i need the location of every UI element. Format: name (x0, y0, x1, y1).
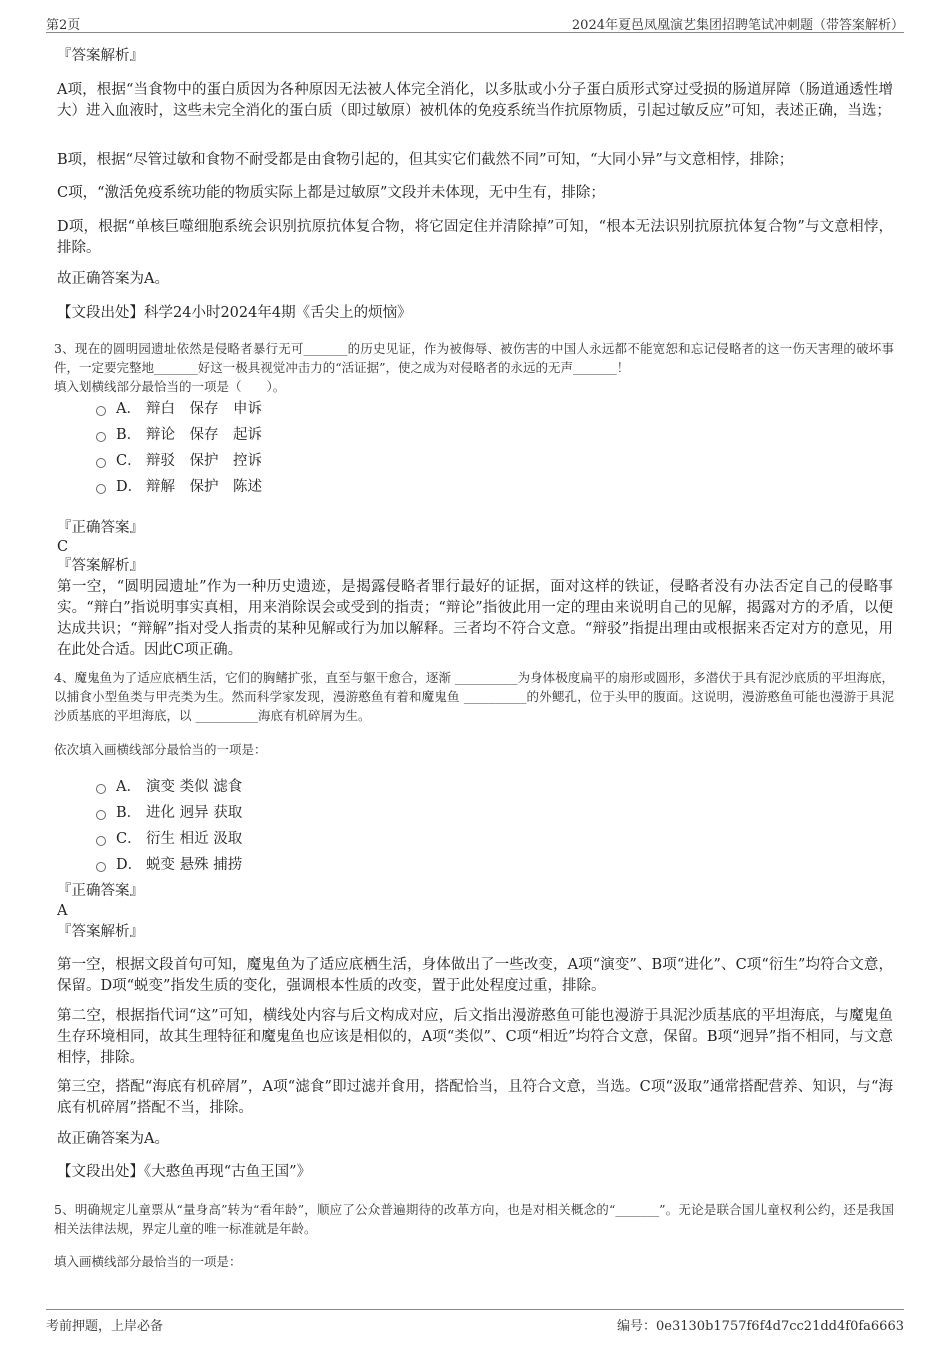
option-text: 进化 迥异 获取 (146, 805, 243, 821)
q4-option-c[interactable] (96, 829, 242, 849)
option-letter: C． (116, 831, 142, 847)
q2-analysis-title: 『答案解析』 (57, 48, 144, 64)
option-text: 辩白 保存 申诉 (146, 401, 262, 417)
document-title: 2024年夏邑凤凰演艺集团招聘笔试冲刺题（带答案解析） (571, 18, 904, 33)
radio-icon[interactable] (96, 810, 106, 820)
q4-answer-title: 『正确答案』 (57, 883, 144, 899)
q5-instruction: 填入画横线部分最恰当的一项是： (54, 1254, 242, 1269)
q4-analysis-p1: 第一空，根据文段首句可知，魔鬼鱼为了适应底栖生活，身体做出了一些改变，A项“演变”、B项“进化”、C项“衍生”均符合文意，保留。D项“蜕变”指发生质的变化，强调根本性质的改变，置于此处程度过重，排除。 (57, 957, 893, 994)
option-text: 辩驳 保护 控诉 (146, 453, 262, 469)
radio-icon[interactable] (96, 784, 106, 794)
q3-option-d[interactable] (96, 477, 262, 497)
radio-icon[interactable] (96, 458, 106, 468)
q3-instruction: 填入划横线部分最恰当的一项是（ ）。 (54, 379, 286, 394)
option-text: 蜕变 悬殊 捕捞 (146, 857, 243, 873)
option-letter: D． (116, 479, 143, 495)
q2-analysis-c: C项，“激活免疫系统功能的物质实际上都是过敏原”文段并未体现，无中生有，排除； (57, 185, 605, 201)
q4-instruction: 依次填入画横线部分最恰当的一项是： (54, 742, 267, 757)
q4-answer: A (57, 903, 68, 919)
q3-option-b[interactable] (96, 425, 262, 445)
option-text: 辩论 保存 起诉 (146, 427, 262, 443)
q5-stem: 5、明确规定儿童票从“量身高”转为“看年龄”，顺应了公众普遍期待的改革方向，也是对相关概念的“_______”。无论是联合国儿童权利公约，还是我国相关法律法规，界定儿童的唯一标准就是年龄。 (54, 1202, 894, 1236)
q3-answer-title: 『正确答案』 (57, 520, 144, 536)
q4-analysis-title: 『答案解析』 (57, 924, 144, 940)
q4-option-a[interactable] (96, 777, 242, 797)
option-letter: A． (116, 401, 141, 417)
q4-stem: 4、魔鬼鱼为了适应底栖生活，它们的胸鳍扩张，直至与躯干愈合，逐渐 __________为身体极度扁平的扇形或圆形，多潜伏于具有泥沙底质的平坦海底，以捕食小型鱼类与甲壳类为生。然而科学家发现，漫游憨鱼有着和魔鬼鱼 __________的外鳃孔，位于头甲的腹面。这说明，漫游憨鱼可能也漫游于具泥沙质基底的平坦海底，以 __________海底有机碎屑为生。 (54, 670, 894, 723)
option-letter: C． (116, 453, 142, 469)
page-number: 第2页 (46, 18, 81, 33)
option-text: 演变 类似 滤食 (146, 779, 243, 795)
q4-conclusion: 故正确答案为A。 (57, 1131, 169, 1147)
q2-conclusion: 故正确答案为A。 (57, 271, 169, 287)
radio-icon[interactable] (96, 836, 106, 846)
option-text: 辩解 保护 陈述 (146, 479, 262, 495)
q4-option-d[interactable] (96, 855, 242, 875)
q3-stem: 3、现在的圆明园遗址依然是侵略者暴行无可_______的历史见证，作为被侮辱、被伤害的中国人永远都不能宽恕和忘记侵略者的这一伤天害理的破坏事件，一定要完整地_______好这一极具视觉冲击力的“活证据”，使之成为对侵略者的永远的无声_______！ (54, 341, 894, 375)
option-letter: A． (116, 779, 141, 795)
radio-icon[interactable] (96, 862, 106, 872)
document-serial: 编号：0e3130b1757f6f4d7cc21dd4f0fa6663 (617, 1319, 904, 1334)
page-header (46, 12, 904, 33)
q2-analysis-d: D项，根据“单核巨噬细胞系统会识别抗原抗体复合物，将它固定住并清除掉”可知，“根本无法识别抗原抗体复合物”与文意相悖，排除。 (57, 219, 893, 256)
q2-source: 【文段出处】科学24小时2024年4期《舌尖上的烦恼》 (57, 305, 412, 321)
q2-analysis-a: A项，根据“当食物中的蛋白质因为各种原因无法被人体完全消化，以多肽或小分子蛋白质形式穿过受损的肠道屏障（肠道通透性增大）进入血液时，这些未完全消化的蛋白质（即过敏原）被机体的免疫系统当作抗原物质，引起过敏反应”可知，表述正确，当选； (57, 82, 893, 119)
option-letter: B． (116, 805, 142, 821)
radio-icon[interactable] (96, 432, 106, 442)
footer-slogan: 考前押题，上岸必备 (46, 1319, 164, 1334)
q2-analysis-b: B项，根据“尽管过敏和食物不耐受都是由食物引起的，但其实它们截然不同”可知，“大同小异”与文意相悖，排除； (57, 152, 794, 168)
radio-icon[interactable] (96, 406, 106, 416)
q4-analysis-p3: 第三空，搭配“海底有机碎屑”，A项“滤食”即过滤并食用，搭配恰当，且符合文意，当选。C项“汲取”通常搭配营养、知识，与“海底有机碎屑”搭配不当，排除。 (57, 1079, 893, 1116)
q4-option-b[interactable] (96, 803, 242, 823)
q3-option-c[interactable] (96, 451, 262, 471)
q4-source: 【文段出处】《大憨鱼再现“古鱼王国”》 (57, 1164, 312, 1180)
q3-option-a[interactable] (96, 399, 262, 419)
radio-icon[interactable] (96, 484, 106, 494)
q4-analysis-p2: 第二空，根据指代词“这”可知，横线处内容与后文构成对应，后文指出漫游憨鱼可能也漫游于具泥沙质基底的平坦海底，与魔鬼鱼生存环境相同，故其生理特征和魔鬼鱼也应该是相似的，A项“类似”、C项“相近”均符合文意，保留。B项“迥异”指不相同，与文意相悖，排除。 (57, 1008, 893, 1066)
option-letter: D． (116, 857, 143, 873)
q3-analysis: 第一空，“圆明园遗址”作为一种历史遗迹，是揭露侵略者罪行最好的证据，面对这样的铁证，侵略者没有办法否定自己的侵略事实。“辩白”指说明事实真相，用来消除误会或受到的指责；“辩论”指彼此用一定的理由来说明自己的见解，揭露对方的矛盾，以便达成共识；“辩解”指对受人指责的某种见解或行为加以解释。三者均不符合文意。“辩驳”指提出理由或根据来否定对方的意见，用在此处合适。因此C项正确。 (57, 579, 893, 658)
q3-answer: C (57, 539, 69, 555)
q3-analysis-title: 『答案解析』 (57, 558, 144, 574)
page-footer (46, 1309, 904, 1334)
option-text: 衍生 相近 汲取 (146, 831, 243, 847)
option-letter: B． (116, 427, 142, 443)
